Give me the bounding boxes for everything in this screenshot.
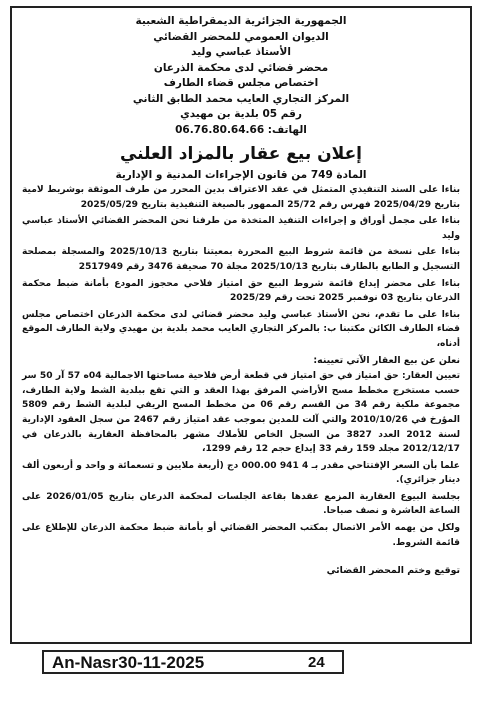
address-line: المركز التجاري العايب محمد الطابق الثاني xyxy=(132,92,350,105)
republic-line: الجمهورية الجزائرية الديمقراطية الشعبية xyxy=(135,15,347,27)
phone-label: الهاتف: xyxy=(267,123,307,136)
newspaper-footer xyxy=(42,650,344,674)
publication-date: An-Nasr30-11-2025 xyxy=(52,653,205,672)
office-line: الديوان العمومي للمحضر القضائي xyxy=(153,30,329,43)
paragraph-contact: ولكل من يهمه الأمر الاتصال بمكتب المحضر القضائي أو بأمانة ضبط محكمة الذرعان للإطلاع على قائمة الشروط. xyxy=(22,523,460,548)
paragraph-enforcement-title: بناءا على السند التنفيذي المتمثل في عقد الاعتراف بدين المحرر من طرف الموثقة بوشريط لامية بتاريخ 2025/04/29 فهرس رقم 25/72 الممهور بالصيغة التنفيذية بتاريخ 2025/05/29 xyxy=(22,185,460,210)
bailiff-name: الأستاذ عباسي وليد xyxy=(191,46,291,58)
paragraph-conditions-copy: بناءا على نسخة من قائمة شروط البيع المحررة بمعيتنا بتاريخ 2025/10/13 والمسجلة بمصلحة التسجيل و الطابع بالطارف بتاريخ 2025/10/13 مجلة 70 صحيفة 3476 رقم 2517949 xyxy=(22,247,460,272)
paragraph-property-description: تعيين العقار: حق امتياز في حق امتياز في قطعة أرض فلاحية مساحتها الاجمالية 04ه 57 آر 50 سر حسب مستخرج مخطط مسح الأراضي المرفق بهذا العقد و التي تقع ببلدية الشط ولاية الطارف، مجموعة ملكية رقم 34 من القسم رقم 06 من مخطط المسح الريفي لبلدية الشط رقم 5809 المؤرخ في 2010/10/26 والتي آلت للمدين بموجب عقد امتياز رقم 2467 من سجل العقود الإدارية لسنة 2012 العدد 3827 من السجل الخاص للأملاك مشهر بالمحافظة العقارية بالذرعان في 2012/12/17 مجلد 159 رقم 33 إيداع حجم 12 رقم 1299، xyxy=(22,371,461,455)
bailiff-role: محضر قضائي لدى محكمة الذرعان xyxy=(153,61,329,74)
paragraph-deposit-report: بناءا على محضر إيداع قائمة شروط البيع حق امتياز فلاحي محجوز المودع بأمانة ضبط محكمة الذرعان بتاريخ 03 نوفمبر 2025 تحت رقم 2025/29 xyxy=(22,278,460,304)
phone-number: 06.76.80.64.66 xyxy=(175,123,265,136)
announce-heading: نعلن عن بيع العقار الآتي تعيينه: xyxy=(313,354,460,366)
jurisdiction-line: اختصاص مجلس قضاء الطارف xyxy=(163,77,319,89)
signature-line: توقيع وختم المحضر القضائي xyxy=(326,565,460,577)
page-number: 24 xyxy=(308,654,325,671)
paragraph-opening-price: علما بأن السعر الإفتتاحي مقدر بـ 4 941 000.00 دج (أربعة ملايين و تسعمائة و واحد و أربعون ألف دينار جزائري). xyxy=(22,460,460,486)
notice-title: إعلان بيع عقار بالمزاد العلني xyxy=(119,144,363,164)
notice-frame xyxy=(10,6,472,644)
notice-body xyxy=(22,183,460,550)
legal-article: المادة 749 من قانون الإجراءات المدنية و الإدارية xyxy=(115,169,367,181)
phone-line xyxy=(22,123,460,139)
paragraph-auction-session: بجلسة البيوع العقارية المزمع عقدها بقاعة الجلسات لمحكمة الذرعان بتاريخ 2026/01/05 على الساعة العاشرة و نصف صباحا. xyxy=(22,491,460,517)
paragraph-procedures: بناءا على مجمل أوراق و إجراءات التنفيذ المتخذة من طرفنا نحن المحضر القضائي الأستاذ عباسي وليد xyxy=(22,216,460,241)
paragraph-bailiff-statement: بناءا على ما تقدم، نحن الأستاذ عباسي وليد محضر قضائي لدى محكمة الذرعان اختصاص مجلس قضاء الطارف الكائن مكتبنا ب: بالمركز التجاري العايب محمد بلدية بن مهيدي ولاية الطارف الموقع أدناه، xyxy=(22,309,460,349)
letterhead xyxy=(22,14,460,138)
number-line: رقم 05 بلدية بن مهيدي xyxy=(180,108,302,120)
